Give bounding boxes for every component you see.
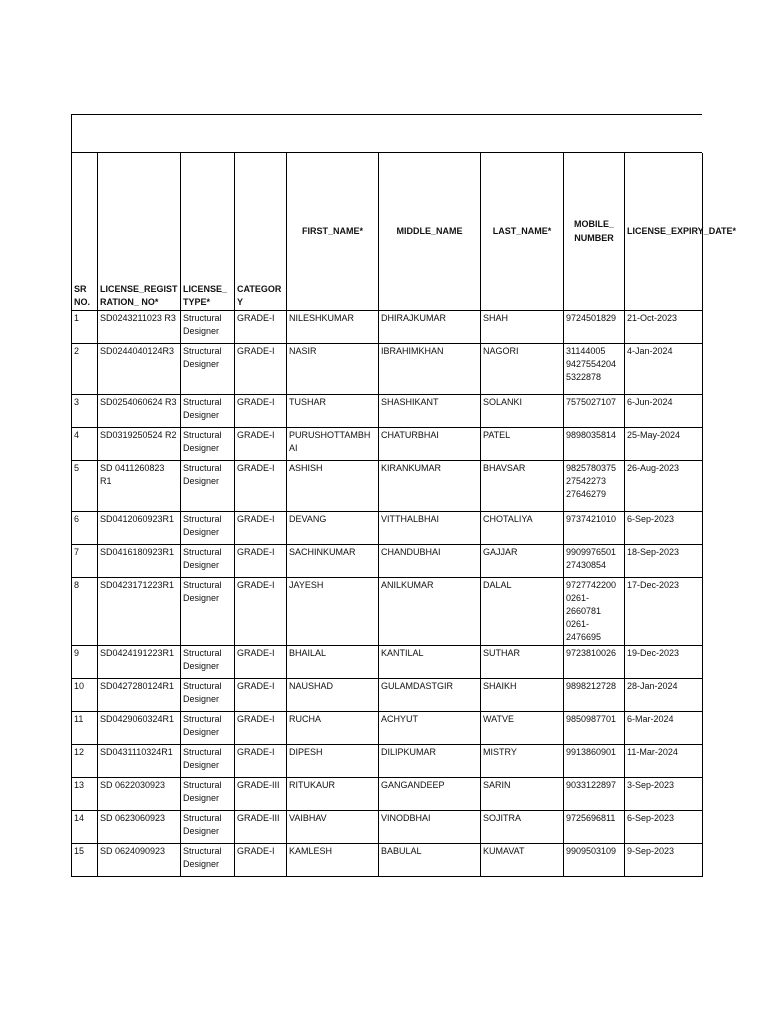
header-last-name: LAST_NAME* [481,153,564,311]
mobile-number-cell: 9898035814 [564,428,625,461]
mobile-number-cell: 9033122897 [564,778,625,811]
last-name-cell: SUTHAR [481,646,564,679]
sr-no-cell: 14 [72,811,98,844]
first-name-cell: NILESHKUMAR [287,311,379,344]
expiry-date-cell: 9-Sep-2023 [625,844,703,877]
sr-no-cell: 10 [72,679,98,712]
first-name-cell: SACHINKUMAR [287,545,379,578]
middle-name-cell: CHANDUBHAI [379,545,481,578]
category-cell: GRADE-I [235,712,287,745]
registration-no-cell: SD0424191223R1 [98,646,181,679]
registration-no-cell: SD0427280124R1 [98,679,181,712]
first-name-cell: KAMLESH [287,844,379,877]
header-license-expiry-date: LICENSE_EXPIRY_DATE* [625,153,703,311]
header-row [72,153,703,311]
registration-no-cell: SD0416180923R1 [98,545,181,578]
mobile-number-cell: 9737421010 [564,512,625,545]
first-name-cell: ASHISH [287,461,379,512]
expiry-date-cell: 26-Aug-2023 [625,461,703,512]
last-name-cell: SHAH [481,311,564,344]
first-name-cell: DEVANG [287,512,379,545]
table-row [72,646,703,679]
license-type-cell: Structural Designer [181,395,235,428]
middle-name-cell: VINODBHAI [379,811,481,844]
license-type-cell: Structural Designer [181,778,235,811]
category-cell: GRADE-I [235,745,287,778]
registration-no-cell: SD0429060324R1 [98,712,181,745]
license-type-cell: Structural Designer [181,578,235,646]
first-name-cell: NAUSHAD [287,679,379,712]
middle-name-cell: SHASHIKANT [379,395,481,428]
middle-name-cell: KIRANKUMAR [379,461,481,512]
category-cell: GRADE-I [235,344,287,395]
mobile-number-cell: 9724501829 [564,311,625,344]
sr-no-cell: 1 [72,311,98,344]
middle-name-cell: ANILKUMAR [379,578,481,646]
expiry-date-cell: 11-Mar-2024 [625,745,703,778]
registration-no-cell: SD 0411260823 R1 [98,461,181,512]
table-row [72,311,703,344]
category-cell: GRADE-I [235,646,287,679]
table-row [72,578,703,646]
registration-no-cell: SD 0622030923 [98,778,181,811]
table-body [72,311,703,877]
middle-name-cell: KANTILAL [379,646,481,679]
table-row [72,545,703,578]
first-name-cell: BHAILAL [287,646,379,679]
expiry-date-cell: 28-Jan-2024 [625,679,703,712]
middle-name-cell: DILIPKUMAR [379,745,481,778]
registration-no-cell: SD 0624090923 [98,844,181,877]
expiry-date-cell: 6-Mar-2024 [625,712,703,745]
license-type-cell: Structural Designer [181,745,235,778]
expiry-date-cell: 6-Sep-2023 [625,512,703,545]
license-type-cell: Structural Designer [181,344,235,395]
registration-no-cell: SD0431110324R1 [98,745,181,778]
header-middle-name: MIDDLE_NAME [379,153,481,311]
license-type-cell: Structural Designer [181,311,235,344]
middle-name-cell: GULAMDASTGIR [379,679,481,712]
last-name-cell: MISTRY [481,745,564,778]
category-cell: GRADE-I [235,679,287,712]
first-name-cell: NASIR [287,344,379,395]
license-type-cell: Structural Designer [181,461,235,512]
last-name-cell: DALAL [481,578,564,646]
last-name-cell: GAJJAR [481,545,564,578]
license-type-cell: Structural Designer [181,646,235,679]
license-type-cell: Structural Designer [181,844,235,877]
license-type-cell: Structural Designer [181,811,235,844]
category-cell: GRADE-I [235,578,287,646]
registration-no-cell: SD0423171223R1 [98,578,181,646]
last-name-cell: SOLANKI [481,395,564,428]
sr-no-cell: 2 [72,344,98,395]
table-row [72,395,703,428]
mobile-number-cell: 31144005 9427554204 5322878 [564,344,625,395]
license-type-cell: Structural Designer [181,679,235,712]
first-name-cell: VAIBHAV [287,811,379,844]
mobile-number-cell: 9727742200 0261-2660781 0261-2476695 [564,578,625,646]
table-row [72,745,703,778]
header-sr-no: SR NO. [72,153,98,311]
registration-no-cell: SD0244040124R3 [98,344,181,395]
expiry-date-cell: 6-Sep-2023 [625,811,703,844]
mobile-number-cell: 9909976501 27430854 [564,545,625,578]
sr-no-cell: 12 [72,745,98,778]
mobile-number-cell: 9725696811 [564,811,625,844]
first-name-cell: RITUKAUR [287,778,379,811]
license-type-cell: Structural Designer [181,512,235,545]
license-sheet [71,114,737,877]
middle-name-cell: VITTHALBHAI [379,512,481,545]
sr-no-cell: 9 [72,646,98,679]
table-row [72,679,703,712]
middle-name-cell: IBRAHIMKHAN [379,344,481,395]
sr-no-cell: 3 [72,395,98,428]
last-name-cell: BHAVSAR [481,461,564,512]
last-name-cell: CHOTALIYA [481,512,564,545]
sr-no-cell: 7 [72,545,98,578]
mobile-number-cell: 9723810026 [564,646,625,679]
last-name-cell: PATEL [481,428,564,461]
mobile-number-cell: 9825780375 27542273 27646279 [564,461,625,512]
header-first-name: FIRST_NAME* [287,153,379,311]
middle-name-cell: CHATURBHAI [379,428,481,461]
category-cell: GRADE-I [235,311,287,344]
middle-name-cell: DHIRAJKUMAR [379,311,481,344]
expiry-date-cell: 18-Sep-2023 [625,545,703,578]
last-name-cell: NAGORI [481,344,564,395]
sr-no-cell: 4 [72,428,98,461]
expiry-date-cell: 21-Oct-2023 [625,311,703,344]
header-mobile-number: MOBILE_ NUMBER [564,153,625,311]
last-name-cell: SHAIKH [481,679,564,712]
last-name-cell: WATVE [481,712,564,745]
sr-no-cell: 13 [72,778,98,811]
license-type-cell: Structural Designer [181,545,235,578]
mobile-number-cell: 9850987701 [564,712,625,745]
license-type-cell: Structural Designer [181,712,235,745]
table-row [72,428,703,461]
first-name-cell: DIPESH [287,745,379,778]
mobile-number-cell: 9909503109 [564,844,625,877]
header-license-registration-no: LICENSE_REGISTRATION_ NO* [98,153,181,311]
header-license-type: LICENSE_TYPE* [181,153,235,311]
category-cell: GRADE-I [235,428,287,461]
expiry-date-cell: 3-Sep-2023 [625,778,703,811]
expiry-date-cell: 17-Dec-2023 [625,578,703,646]
category-cell: GRADE-I [235,512,287,545]
category-cell: GRADE-I [235,395,287,428]
last-name-cell: SOJITRA [481,811,564,844]
mobile-number-cell: 9913860901 [564,745,625,778]
expiry-date-cell: 25-May-2024 [625,428,703,461]
middle-name-cell: BABULAL [379,844,481,877]
license-type-cell: Structural Designer [181,428,235,461]
registration-no-cell: SD0319250524 R2 [98,428,181,461]
table-row [72,461,703,512]
table-row [72,844,703,877]
sr-no-cell: 15 [72,844,98,877]
mobile-number-cell: 7575027107 [564,395,625,428]
registration-no-cell: SD0412060923R1 [98,512,181,545]
last-name-cell: KUMAVAT [481,844,564,877]
sr-no-cell: 11 [72,712,98,745]
table-row [72,712,703,745]
sr-no-cell: 5 [72,461,98,512]
table-row [72,344,703,395]
category-cell: GRADE-I [235,545,287,578]
license-table [71,153,737,877]
category-cell: GRADE-I [235,844,287,877]
middle-name-cell: GANGANDEEP [379,778,481,811]
category-cell: GRADE-III [235,778,287,811]
table-row [72,512,703,545]
first-name-cell: RUCHA [287,712,379,745]
table-row [72,811,703,844]
expiry-date-cell: 6-Jun-2024 [625,395,703,428]
registration-no-cell: SD0254060624 R3 [98,395,181,428]
middle-name-cell: ACHYUT [379,712,481,745]
expiry-date-cell: 19-Dec-2023 [625,646,703,679]
sr-no-cell: 8 [72,578,98,646]
title-band [71,114,702,153]
category-cell: GRADE-III [235,811,287,844]
sr-no-cell: 6 [72,512,98,545]
first-name-cell: JAYESH [287,578,379,646]
first-name-cell: TUSHAR [287,395,379,428]
table-row [72,778,703,811]
registration-no-cell: SD 0623060923 [98,811,181,844]
expiry-date-cell: 4-Jan-2024 [625,344,703,395]
registration-no-cell: SD0243211023 R3 [98,311,181,344]
category-cell: GRADE-I [235,461,287,512]
mobile-number-cell: 9898212728 [564,679,625,712]
last-name-cell: SARIN [481,778,564,811]
header-category: CATEGORY [235,153,287,311]
first-name-cell: PURUSHOTTAMBHAI [287,428,379,461]
